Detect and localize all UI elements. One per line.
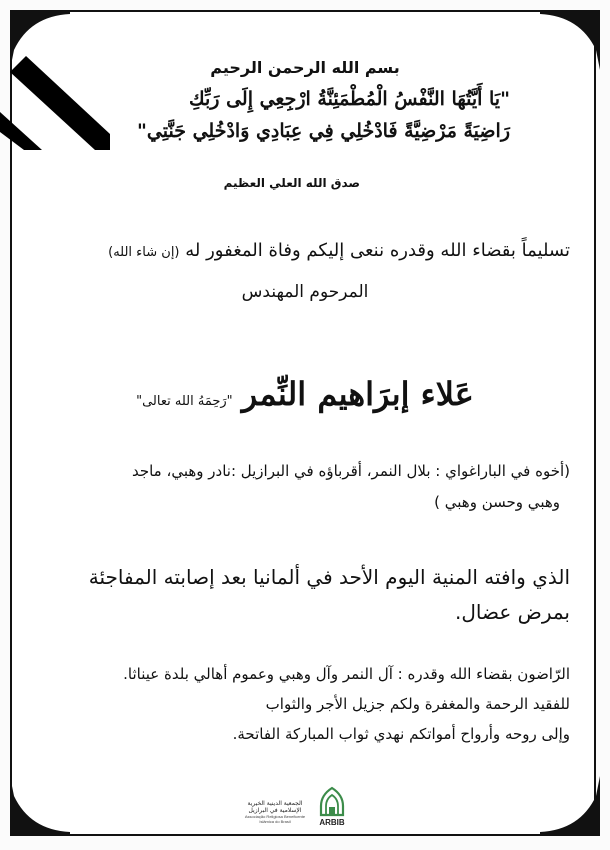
mourners-line-1: الرّاضون بقضاء الله وقدره : آل النمر وآل وهبي وعموم أهالي بلدة عيناثا.	[123, 665, 570, 683]
mosque-dome-icon	[316, 786, 348, 818]
family-line-1: (أخوه في الباراغواي : بلال النمر، أقرباؤه في البرازيل :نادر وهبي، ماجد	[131, 462, 570, 480]
mourning-ribbon-icon	[0, 0, 110, 150]
mourners-line-2: للفقيد الرحمة والمغفرة ولكم جزيل الأجر والثواب	[265, 695, 570, 713]
late-engineer-label: المرحوم المهندس	[241, 282, 369, 302]
announcement-intro	[40, 240, 570, 261]
quran-verse-line-1: "يَا أَيَّتُهَا النَّفْسُ الْمُطْمَئِنَّةُ ارْجِعِي إِلَى رَبِّكِ	[188, 88, 510, 110]
corner-ornament-bottom-left	[10, 776, 70, 836]
deceased-name: عَلاء إبرَاهيم النِّمر	[241, 375, 474, 413]
corner-ornament-top-right	[540, 10, 600, 70]
logo-org-name-latin: Associação Religiosa Beneficente Islâmica do Brasil	[244, 814, 306, 824]
logo-acronym: ARBIB	[319, 818, 345, 827]
logo-org-name-arabic: الجمعية الدينية الخيرية الإسلامية في البرازيل	[247, 800, 303, 814]
announcement-insha-allah: (إن شاء الله)	[108, 245, 180, 260]
sadaq-allah: صدق الله العلي العظيم	[223, 176, 360, 190]
corner-ornament-bottom-right	[540, 776, 600, 836]
mourners-line-3: وإلى روحه وأرواح أمواتكم نهدي ثواب المباركة الفاتحة.	[232, 725, 570, 743]
family-line-2: وهبي وحسن وهبي )	[434, 493, 560, 511]
rahimahu-allah: "رَحِمَهُ الله تعالى"	[136, 394, 233, 409]
quran-verse-line-2: رَاضِيَةً مَرْضِيَّةً فَادْخُلِي فِي عِبَادِي وَادْخُلِي جَنَّتِي"	[137, 120, 510, 142]
death-notice-line-2: بمرض عضال.	[455, 600, 570, 624]
deceased-name-row	[80, 375, 530, 413]
basmala: بسم الله الرحمن الرحيم	[210, 58, 400, 77]
death-notice-line-1: الذي وافته المنية اليوم الأحد في ألمانيا بعد إصابته المفاجئة	[88, 565, 570, 589]
announcement-intro-text: تسليماً بقضاء الله وقدره ننعى إليكم وفاة المغفور له	[185, 240, 570, 261]
